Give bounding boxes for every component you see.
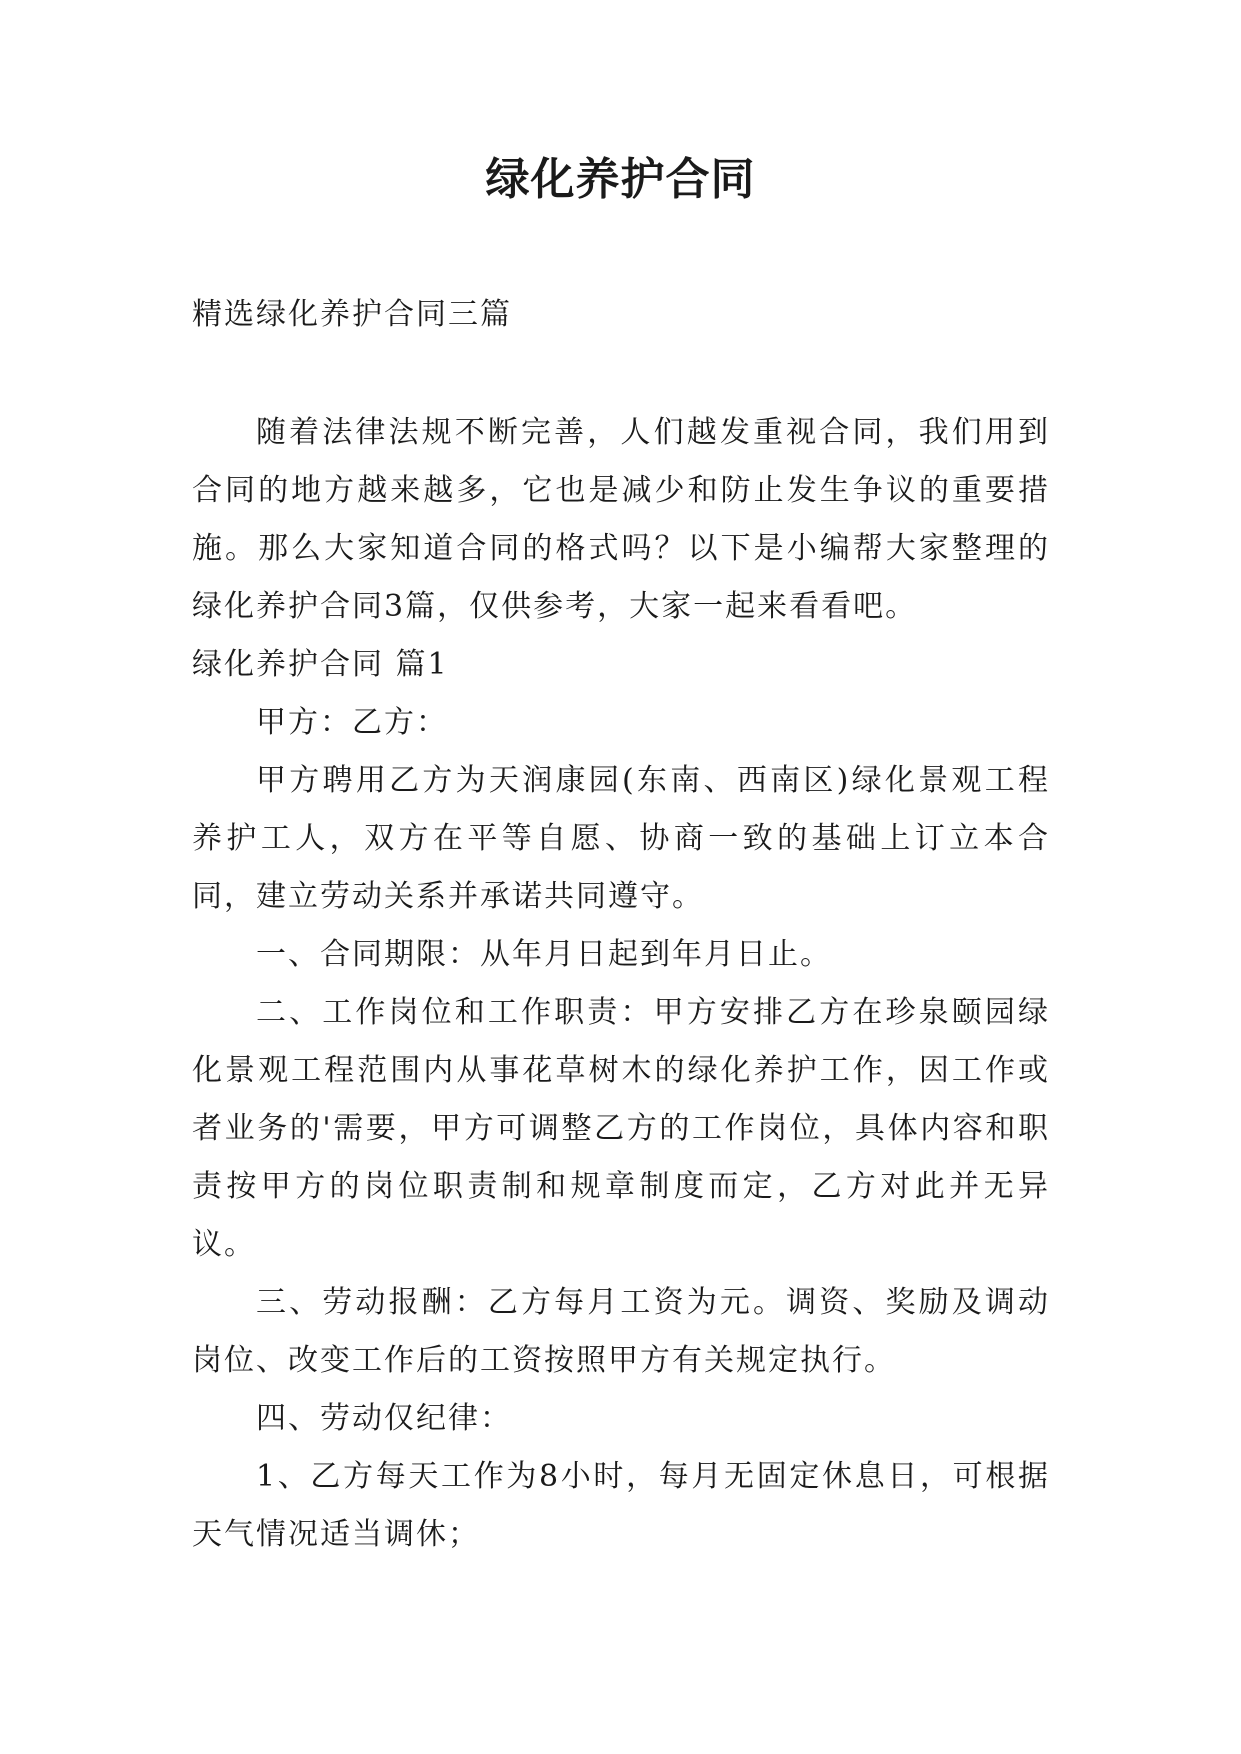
section-heading: 绿化养护合同 篇1 — [192, 647, 449, 682]
document-title: 绿化养护合同 — [485, 154, 756, 205]
clause-duties: 二、工作岗位和工作职责：甲方安排乙方在珍泉颐园绿化景观工程范围内从事花草树木的绿化养护工作，因工作或者业务的'需要，甲方可调整乙方的工作岗位，具体内容和职责按甲方的岗位职责制和规章制度而定，乙方对此并无异议。 — [192, 995, 1050, 1262]
intro-paragraph: 随着法律法规不断完善，人们越发重视合同，我们用到合同的地方越来越多，它也是减少和防止发生争议的重要措施。那么大家知道合同的格式吗？以下是小编帮大家整理的绿化养护合同3篇，仅供参考，大家一起来看看吧。 — [192, 415, 1050, 624]
parties-line: 甲方：乙方： — [256, 705, 448, 740]
clause-item-1: 1、乙方每天工作为8小时，每月无固定休息日，可根据天气情况适当调休； — [192, 1459, 1050, 1552]
clause-term: 一、合同期限：从年月日起到年月日止。 — [256, 937, 832, 972]
clause-pay: 三、劳动报酬：乙方每月工资为元。调资、奖励及调动岗位、改变工作后的工资按照甲方有关规定执行。 — [192, 1285, 1050, 1378]
document-body — [192, 404, 1050, 1564]
paragraph: 甲方聘用乙方为天润康园(东南、西南区)绿化景观工程养护工人，双方在平等自愿、协商一致的基础上订立本合同，建立劳动关系并承诺共同遵守。 — [192, 763, 1050, 914]
clause-discipline: 四、劳动仅纪律： — [256, 1401, 512, 1436]
document-subtitle: 精选绿化养护合同三篇 — [192, 297, 512, 332]
